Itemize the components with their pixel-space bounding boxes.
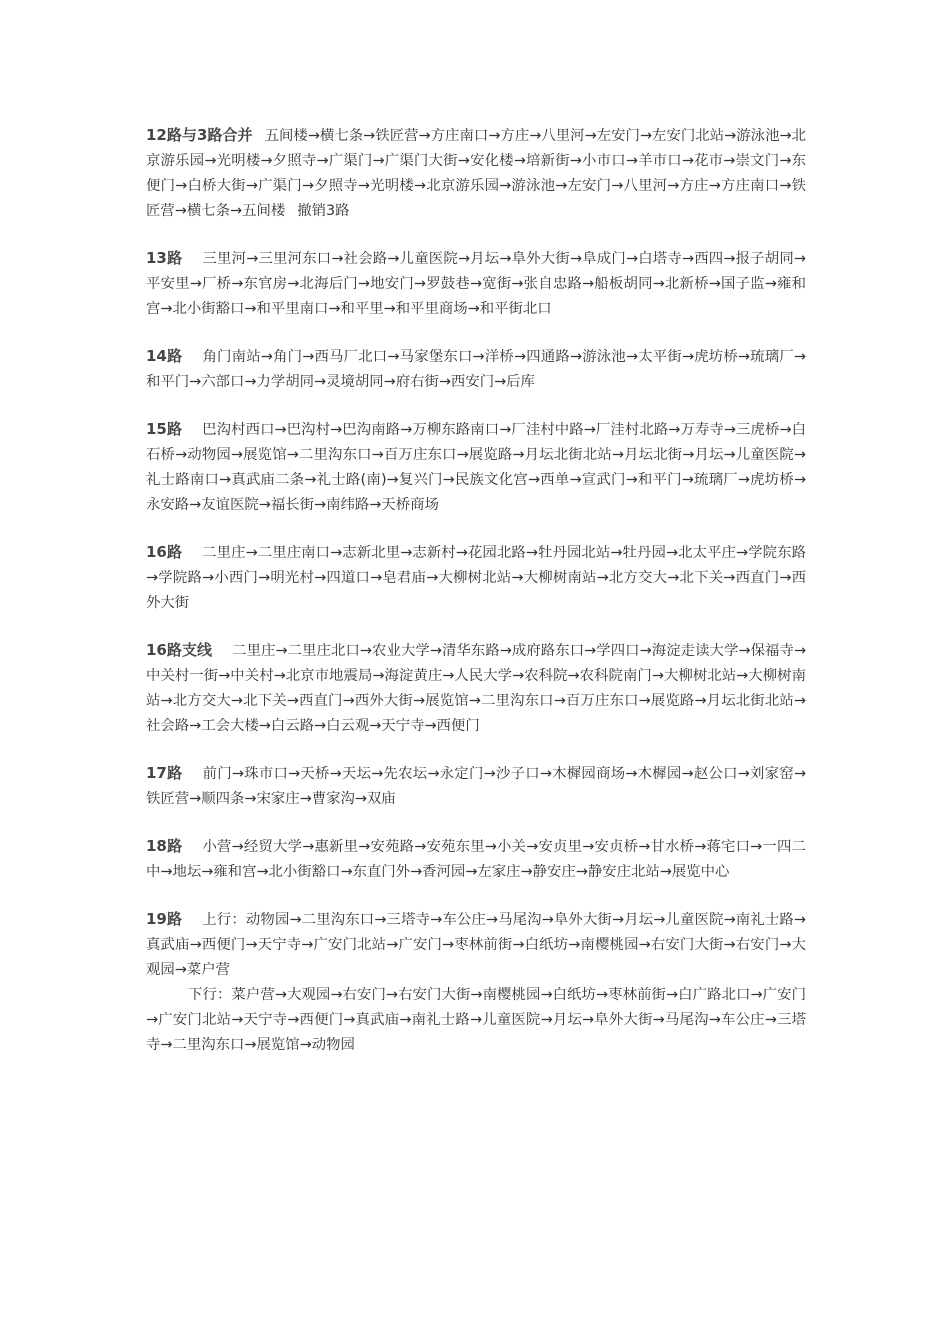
route-title: 14路 — [146, 347, 183, 365]
route-title: 16路 — [146, 543, 183, 561]
route-19 — [146, 907, 806, 1058]
route-14 — [146, 344, 806, 395]
route-17 — [146, 761, 806, 812]
route-12 — [146, 123, 806, 224]
route-note: 撤销3路 — [297, 203, 350, 219]
route-title: 13路 — [146, 249, 183, 267]
route-title: 17路 — [146, 764, 183, 782]
route-stops: 五间楼→横七条→铁匠营→方庄南口→方庄→八里河→左安门→左安门北站→游泳池→北京游乐园→光明楼→夕照寺→广渠门→广渠门大街→安化楼→培新街→小市口→羊市口→花市→崇文门→东便门→白桥大街→广渠门→夕照寺→光明楼→北京游乐园→游泳池→左安门→八里河→方庄→方庄南口→铁匠营→横七条→五间楼 — [146, 128, 806, 219]
route-16-branch — [146, 638, 806, 739]
route-title: 19路 — [146, 910, 183, 928]
route-up-stops: 上行：动物园→二里沟东口→三塔寺→车公庄→马尾沟→阜外大街→月坛→儿童医院→南礼士路→真武庙→西便门→天宁寺→广安门北站→广安门→枣林前街→白纸坊→南樱桃园→右安门大街→右安门→大观园→菜户营 — [146, 912, 806, 978]
route-stops: 巴沟村西口→巴沟村→巴沟南路→万柳东路南口→厂洼村中路→厂洼村北路→万寿寺→三虎桥→白石桥→动物园→展览馆→二里沟东口→百万庄东口→展览路→月坛北街北站→月坛北街→月坛→儿童医院→礼士路南口→真武庙二条→礼士路(南)→复兴门→民族文化宫→西单→宣武门→和平门→琉璃厂→虎坊桥→永安路→友谊医院→福长街→南纬路→天桥商场 — [146, 422, 807, 513]
route-15 — [146, 417, 806, 518]
route-stops: 角门南站→角门→西马厂北口→马家堡东口→洋桥→四通路→游泳池→太平街→虎坊桥→琉璃厂→和平门→六部口→力学胡同→灵境胡同→府右街→西安门→后库 — [146, 349, 806, 390]
route-stops: 二里庄→二里庄北口→农业大学→清华东路→成府路东口→学四口→海淀走读大学→保福寺→中关村一街→中关村→北京市地震局→海淀黄庄→人民大学→农科院→农科院南门→大柳树北站→大柳树南站→北方交大→北下关→西直门→西外大街→展览馆→二里沟东口→百万庄东口→展览路→月坛北街北站→社会路→工会大楼→白云路→白云观→天宁寺→西便门 — [146, 643, 807, 734]
route-down-stops: 下行：菜户营→大观园→右安门→右安门大街→南樱桃园→白纸坊→枣林前街→白广路北口→广安门→广安门北站→天宁寺→西便门→真武庙→南礼士路→儿童医院→月坛→阜外大街→马尾沟→车公庄→三塔寺→二里沟东口→展览馆→动物园 — [146, 987, 806, 1053]
route-stops: 小营→经贸大学→惠新里→安苑路→安苑东里→小关→安贞里→安贞桥→甘水桥→蒋宅口→一四二中→地坛→雍和宫→北小街豁口→东直门外→香河园→左家庄→静安庄→静安庄北站→展览中心 — [146, 839, 806, 880]
route-title: 12路与3路合并 — [146, 126, 253, 144]
route-stops: 三里河→三里河东口→社会路→儿童医院→月坛→阜外大街→阜成门→白塔寺→西四→报子胡同→平安里→厂桥→东官房→北海后门→地安门→罗鼓巷→宽街→张自忠路→船板胡同→北新桥→国子监→雍和宫→北小街豁口→和平里南口→和平里→和平里商场→和平街北口 — [146, 251, 806, 317]
route-18 — [146, 834, 806, 885]
route-title: 15路 — [146, 420, 183, 438]
route-title: 18路 — [146, 837, 183, 855]
route-stops: 二里庄→二里庄南口→志新北里→志新村→花园北路→牡丹园北站→牡丹园→北太平庄→学院东路→学院路→小西门→明光村→四道口→皂君庙→大柳树北站→大柳树南站→北方交大→北下关→西直门→西外大街 — [146, 545, 807, 611]
route-13 — [146, 246, 806, 322]
document-page — [146, 123, 806, 1080]
route-stops: 前门→珠市口→天桥→天坛→先农坛→永定门→沙子口→木樨园商场→木樨园→赵公口→刘家窑→铁匠营→顺四条→宋家庄→曹家沟→双庙 — [146, 766, 807, 807]
route-title: 16路支线 — [146, 641, 213, 659]
route-16 — [146, 540, 806, 616]
